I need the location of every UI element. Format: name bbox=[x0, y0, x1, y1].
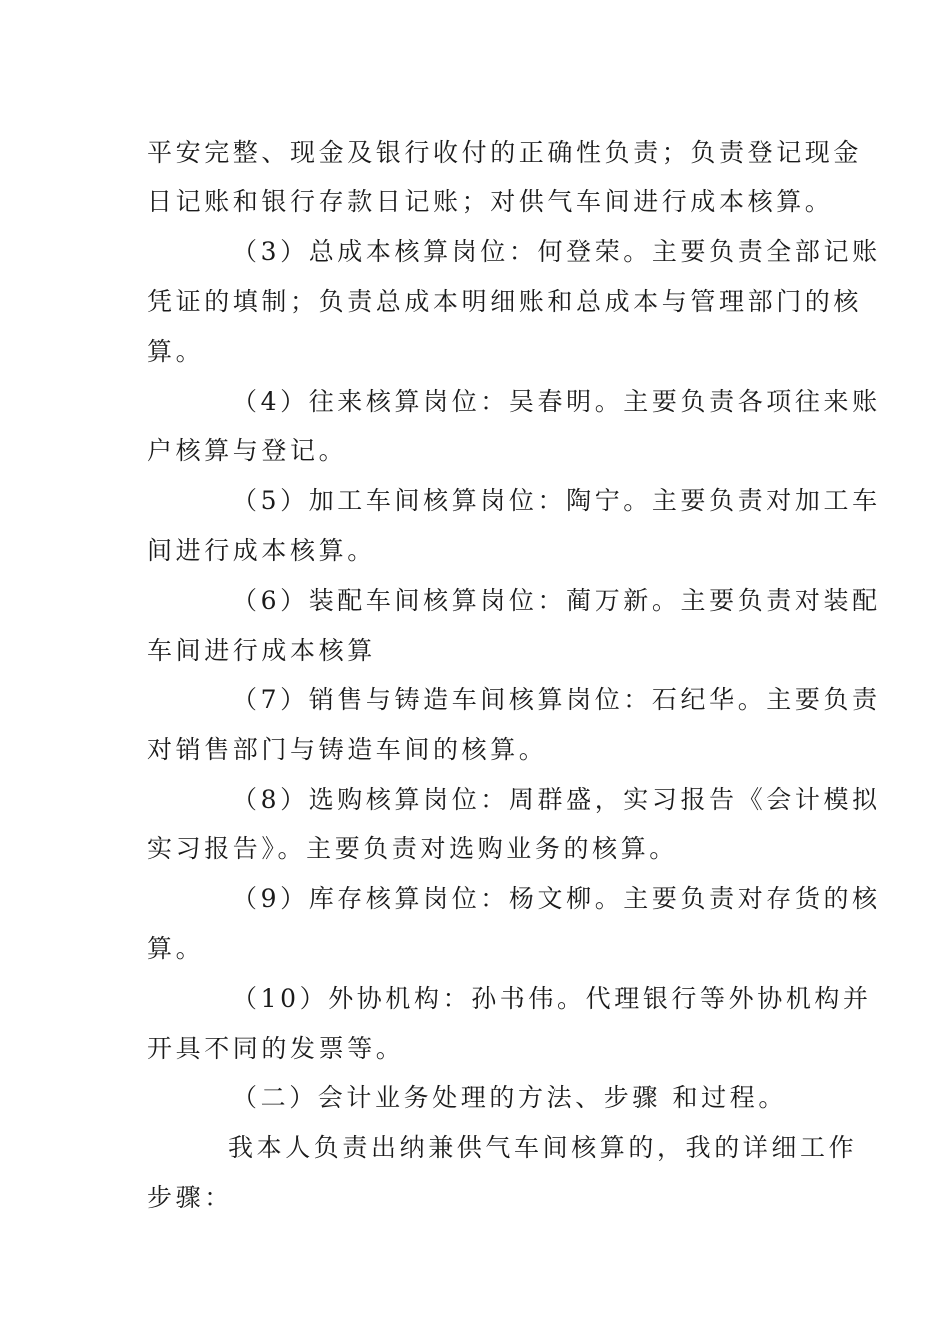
section-heading: （二）会计业务处理的方法、步骤 和过程。 bbox=[232, 1083, 787, 1112]
text-line: 步骤： bbox=[147, 1183, 233, 1212]
text-line: 车间进行成本核算 bbox=[147, 636, 376, 665]
text-line: 户核算与登记。 bbox=[147, 436, 348, 465]
text-line: （7）销售与铸造车间核算岗位：石纪华。主要负责 bbox=[232, 685, 881, 714]
text-line: 算。 bbox=[147, 337, 205, 366]
text-line: （8）选购核算岗位：周群盛，实习报告《会计模拟 bbox=[232, 785, 881, 814]
text-line: （10）外协机构：孙书伟。代理银行等外协机构并 bbox=[232, 984, 872, 1013]
text-line: （5）加工车间核算岗位：陶宁。主要负责对加工车 bbox=[232, 486, 881, 515]
text-line: 算。 bbox=[147, 934, 205, 963]
text-line: 凭证的填制；负责总成本明细账和总成本与管理部门的核 bbox=[147, 287, 863, 316]
text-line: 对销售部门与铸造车间的核算。 bbox=[147, 735, 548, 764]
text-line: （6）装配车间核算岗位：蔺万新。主要负责对装配 bbox=[232, 586, 881, 615]
text-line: （3）总成本核算岗位：何登荣。主要负责全部记账 bbox=[232, 237, 881, 266]
text-line: 平安完整、现金及银行收付的正确性负责；负责登记现金 bbox=[147, 138, 863, 167]
text-line: 实习报告》。主要负责对选购业务的核算。 bbox=[147, 834, 678, 863]
text-line: 间进行成本核算。 bbox=[147, 536, 376, 565]
text-line: （4）往来核算岗位：吴春明。主要负责各项往来账 bbox=[232, 387, 881, 416]
text-line: （9）库存核算岗位：杨文柳。主要负责对存货的核 bbox=[232, 884, 881, 913]
text-line: 开具不同的发票等。 bbox=[147, 1034, 405, 1063]
text-line: 我本人负责出纳兼供气车间核算的，我的详细工作 bbox=[228, 1133, 858, 1162]
text-line: 日记账和银行存款日记账；对供气车间进行成本核算。 bbox=[147, 187, 834, 216]
